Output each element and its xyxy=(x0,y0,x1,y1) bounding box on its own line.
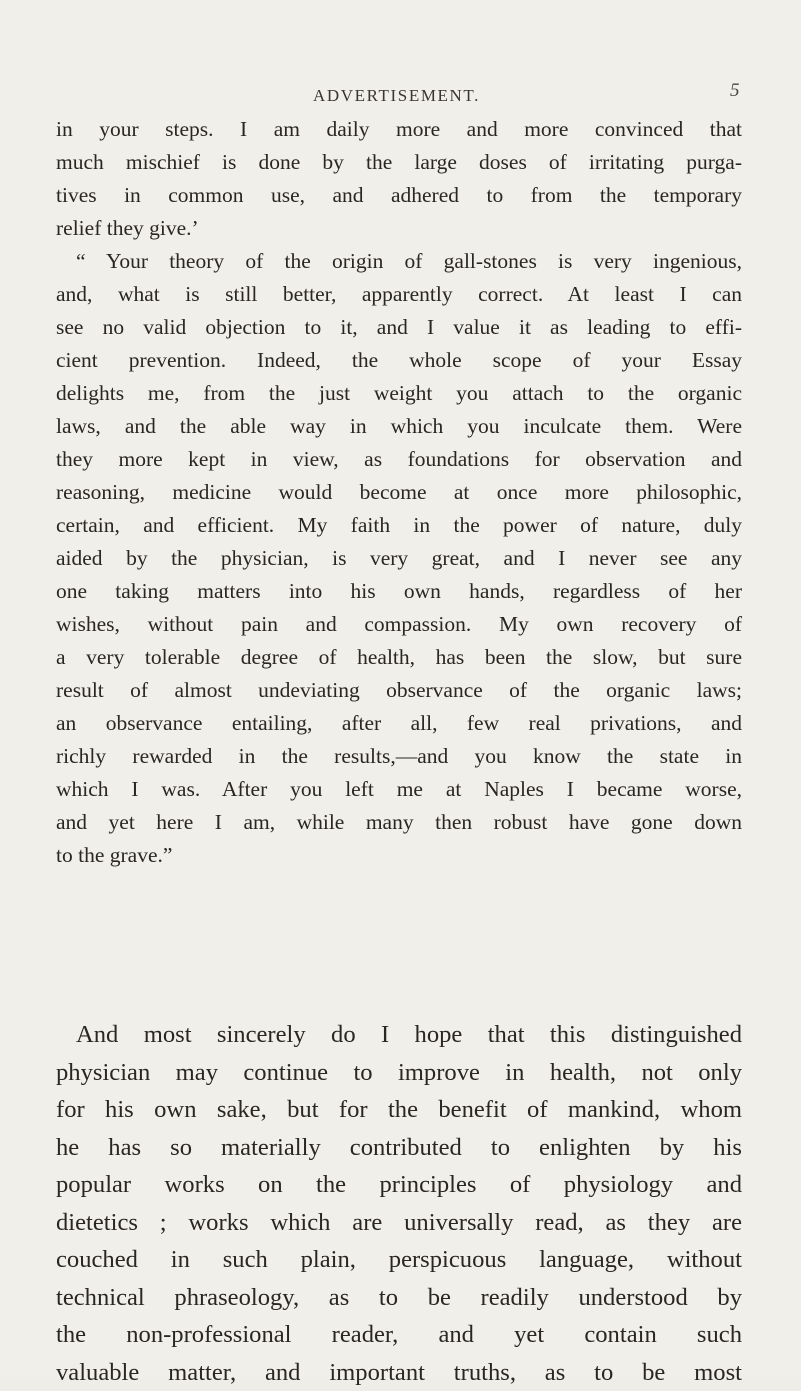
text-line: couched in such plain, perspicuous language, without xyxy=(56,1241,742,1279)
quote-paragraph-1 xyxy=(56,113,742,245)
text-line: “ Your theory of the origin of gall-stones is very ingenious, xyxy=(56,245,742,278)
quoted-letter xyxy=(56,113,742,872)
text-line: cient prevention. Indeed, the whole scope of your Essay xyxy=(56,344,742,377)
text-line: And most sincerely do I hope that this distinguished xyxy=(56,1016,742,1054)
text-line: relief they give.’ xyxy=(56,212,742,245)
running-head xyxy=(0,86,801,110)
text-line: a very tolerable degree of health, has been the slow, but sure xyxy=(56,641,742,674)
text-line: technical phraseology, as to be readily understood by xyxy=(56,1279,742,1317)
text-line: aided by the physician, is very great, and I never see any xyxy=(56,542,742,575)
running-title: ADVERTISEMENT. xyxy=(313,86,480,106)
text-line: and, what is still better, apparently correct. At least I can xyxy=(56,278,742,311)
text-line: certain, and efficient. My faith in the power of nature, duly xyxy=(56,509,742,542)
text-line: wishes, without pain and compassion. My own recovery of xyxy=(56,608,742,641)
text-line: an observance entailing, after all, few real privations, and xyxy=(56,707,742,740)
text-line: he has so materially contributed to enlighten by his xyxy=(56,1129,742,1167)
quote-paragraph-2 xyxy=(56,245,742,872)
text-line: the non-professional reader, and yet contain such xyxy=(56,1316,742,1354)
text-line: they more kept in view, as foundations for observation and xyxy=(56,443,742,476)
text-line: one taking matters into his own hands, regardless of her xyxy=(56,575,742,608)
text-line: valuable matter, and important truths, as to be most xyxy=(56,1354,742,1391)
text-line: delights me, from the just weight you attach to the organic xyxy=(56,377,742,410)
text-line: see no valid objection to it, and I value it as leading to effi- xyxy=(56,311,742,344)
text-line: and yet here I am, while many then robust have gone down xyxy=(56,806,742,839)
text-line: popular works on the principles of physiology and xyxy=(56,1166,742,1204)
text-line: richly rewarded in the results,—and you know the state in xyxy=(56,740,742,773)
text-line: for his own sake, but for the benefit of mankind, whom xyxy=(56,1091,742,1129)
body-paragraph xyxy=(56,1016,742,1391)
text-line: result of almost undeviating observance of the organic laws; xyxy=(56,674,742,707)
text-line: reasoning, medicine would become at once more philosophic, xyxy=(56,476,742,509)
text-line: to the grave.” xyxy=(56,839,742,872)
text-line: much mischief is done by the large doses of irritating purga- xyxy=(56,146,742,179)
text-line: dietetics ; works which are universally read, as they are xyxy=(56,1204,742,1242)
text-line: laws, and the able way in which you inculcate them. Were xyxy=(56,410,742,443)
main-paragraph xyxy=(56,1016,742,1391)
text-line: physician may continue to improve in health, not only xyxy=(56,1054,742,1092)
page-number: 5 xyxy=(730,80,740,102)
text-line: tives in common use, and adhered to from the temporary xyxy=(56,179,742,212)
text-line: which I was. After you left me at Naples I became worse, xyxy=(56,773,742,806)
text-line: in your steps. I am daily more and more convinced that xyxy=(56,113,742,146)
